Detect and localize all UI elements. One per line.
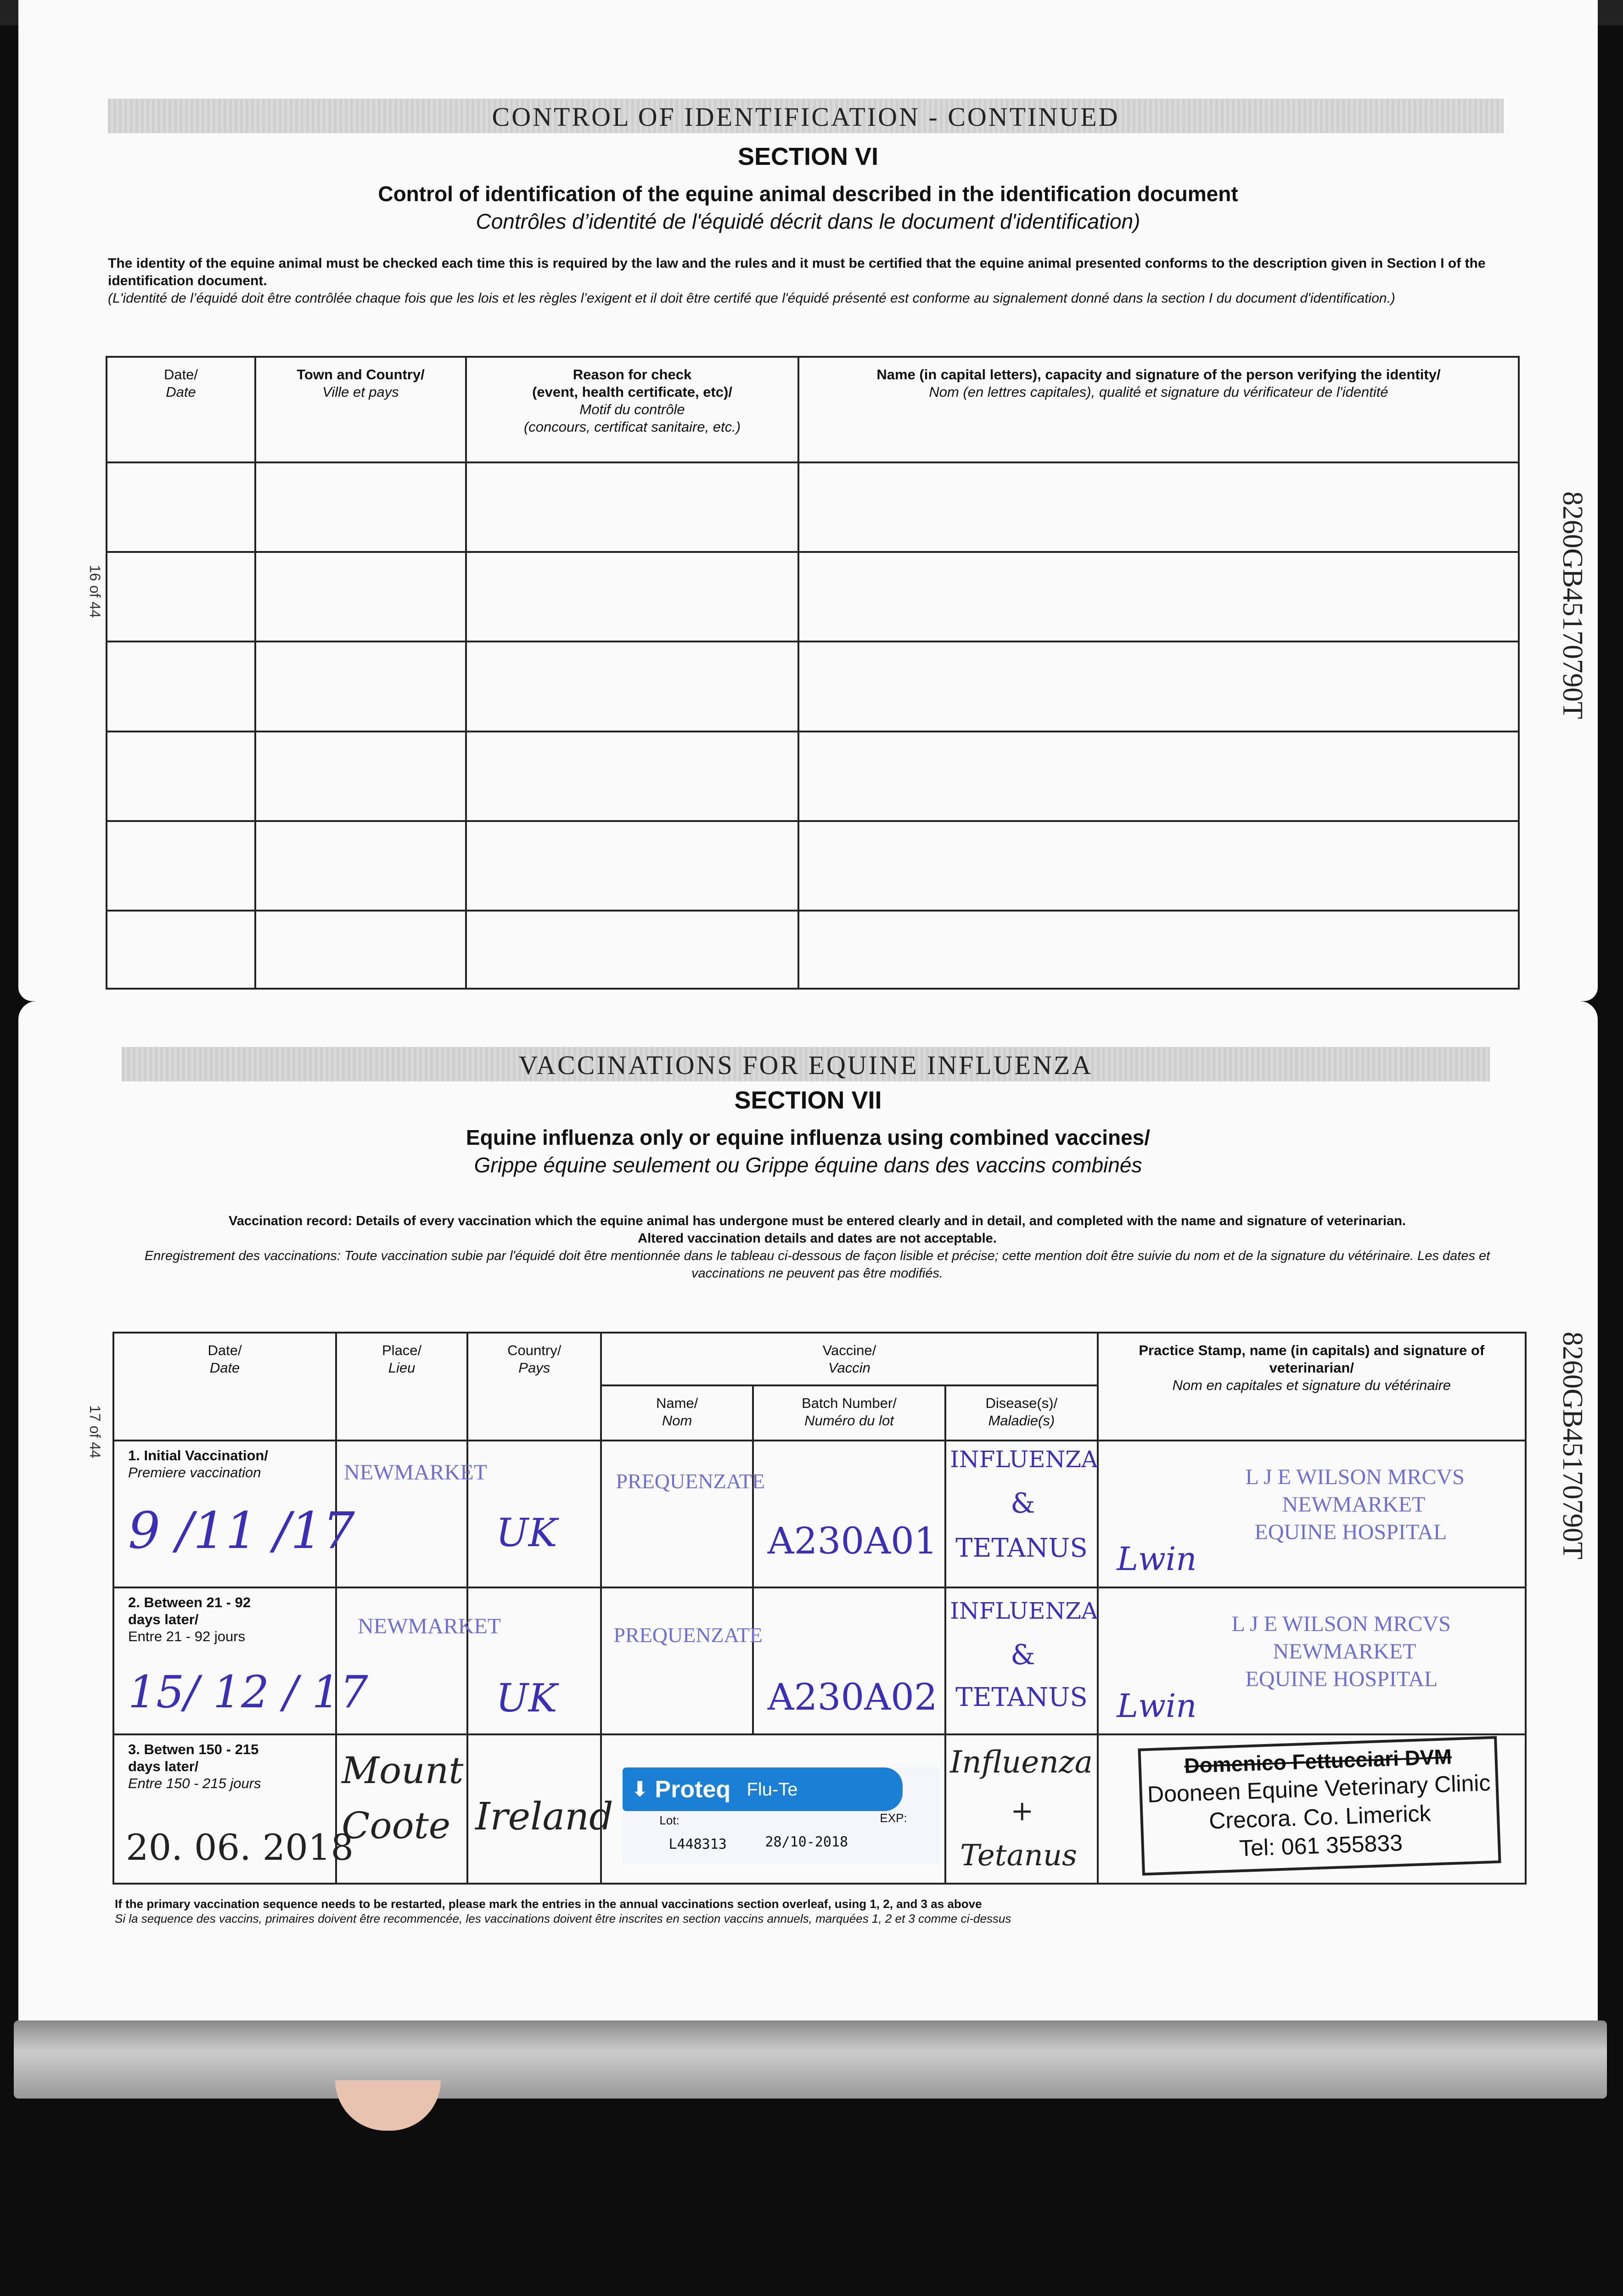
verifier-cell[interactable] bbox=[798, 911, 1519, 989]
vaccine-name-cell[interactable] bbox=[601, 1441, 765, 1587]
col-reason-fr: Motif du contrôle bbox=[579, 401, 685, 417]
row-label bbox=[114, 1588, 335, 1645]
sticker-arrow-icon: ⬇ bbox=[631, 1777, 649, 1801]
handwritten-date: 15/ 12 / 17 bbox=[128, 1666, 368, 1718]
col-country-fr: Pays bbox=[518, 1360, 550, 1376]
col-date-en: Date/ bbox=[208, 1342, 242, 1358]
intro-en: The identity of the equine animal must be checked each time this is required by the law and the rules and it must be certified that the equine animal presented conforms to the description given in Section I of the identification document. bbox=[108, 256, 1486, 288]
verifier-cell[interactable] bbox=[798, 642, 1519, 731]
col-vaccine bbox=[601, 1333, 1097, 1385]
town-cell[interactable] bbox=[255, 732, 466, 821]
vaccine-sticker-cell[interactable] bbox=[601, 1734, 945, 1884]
table-row bbox=[107, 911, 1519, 989]
col-vaccine-name-fr: Nom bbox=[662, 1412, 692, 1429]
col-disease-en: Disease(s)/ bbox=[985, 1395, 1058, 1411]
disease-line2: & bbox=[1011, 1487, 1035, 1519]
date-cell[interactable] bbox=[107, 821, 255, 911]
stamp-line3: EQUINE HOSPITAL bbox=[1254, 1520, 1447, 1544]
batch-cell[interactable] bbox=[753, 1441, 945, 1587]
col-place-fr: Lieu bbox=[388, 1360, 416, 1376]
disease-line1: INFLUENZA bbox=[950, 1446, 1098, 1473]
vaccine-stamp: PREQUENZATE bbox=[616, 1469, 765, 1493]
intro-text bbox=[108, 255, 1504, 307]
date-cell[interactable] bbox=[107, 642, 255, 731]
table-row bbox=[107, 552, 1519, 642]
footnote bbox=[115, 1896, 1520, 1926]
col-stamp-en: Practice Stamp, name (in capitals) and signature of veterinarian/ bbox=[1139, 1342, 1485, 1376]
col-vaccine-fr: Vaccin bbox=[828, 1360, 870, 1376]
intro-text bbox=[115, 1212, 1520, 1282]
row-label-en: 3. Betwen 150 - 215 bbox=[128, 1741, 259, 1757]
intro-en: Vaccination record: Details of every vaccination which the equine animal has undergone must be entered clearly and in detail, and completed with the name and signature of veterinarian. bbox=[229, 1214, 1406, 1228]
table-row bbox=[107, 821, 1519, 911]
identity-check-table bbox=[106, 356, 1520, 990]
section-banner: CONTROL OF IDENTIFICATION - CONTINUED bbox=[108, 99, 1504, 133]
handwritten-country: UK bbox=[496, 1676, 557, 1721]
verifier-cell[interactable] bbox=[798, 462, 1519, 552]
section-subtitle: Control of identification of the equine animal described in the identification document bbox=[378, 182, 1238, 206]
col-disease-fr: Maladie(s) bbox=[988, 1412, 1055, 1429]
handwritten-place-line1: Mount bbox=[342, 1749, 464, 1792]
handwritten-batch: A230A01 bbox=[767, 1519, 938, 1562]
reason-cell[interactable] bbox=[466, 642, 798, 731]
verifier-cell[interactable] bbox=[798, 821, 1519, 911]
sticker-brand: Proteq bbox=[655, 1776, 731, 1803]
table-row bbox=[107, 732, 1519, 821]
handwritten-country: Ireland bbox=[475, 1795, 613, 1839]
col-reason-fr2: (concours, certificat sanitaire, etc.) bbox=[523, 419, 741, 435]
disease-cell[interactable] bbox=[945, 1441, 1097, 1587]
reason-cell[interactable] bbox=[466, 552, 798, 642]
table-row bbox=[113, 1441, 1526, 1587]
stamp-line1: L J E WILSON MRCVS bbox=[1231, 1612, 1451, 1636]
col-place bbox=[336, 1333, 467, 1441]
col-vaccine-en: Vaccine/ bbox=[822, 1342, 876, 1358]
page-number: 16 of 44 bbox=[87, 565, 103, 618]
col-batch-en: Batch Number/ bbox=[802, 1395, 897, 1411]
disease-line1: Influenza bbox=[950, 1745, 1093, 1780]
handwritten-date: 20. 06. 2018 bbox=[126, 1827, 354, 1868]
section-subtitle: Equine influenza only or equine influenza using combined vaccines/ bbox=[466, 1125, 1151, 1149]
col-batch bbox=[753, 1385, 945, 1441]
passport-page-16 bbox=[18, 0, 1598, 1001]
vet-clinic: Dooneen Equine Veterinary Clinic bbox=[1146, 1769, 1491, 1808]
col-verifier bbox=[798, 357, 1519, 462]
passport-page-17 bbox=[18, 1001, 1598, 2043]
place-cell[interactable] bbox=[336, 1441, 488, 1587]
stamp-cell[interactable] bbox=[1098, 1587, 1526, 1734]
sticker-lot: L448313 bbox=[668, 1836, 727, 1852]
batch-cell[interactable] bbox=[753, 1587, 945, 1734]
verifier-cell[interactable] bbox=[798, 552, 1519, 642]
footnote-en: If the primary vaccination sequence needs to be restarted, please mark the entries in the annual vaccinations section overleaf, using 1, 2, and 3 as above bbox=[115, 1897, 982, 1911]
date-cell[interactable] bbox=[107, 732, 255, 821]
passport-cover-edge bbox=[14, 2020, 1607, 2099]
signature: Lwin bbox=[1117, 1540, 1197, 1578]
town-cell[interactable] bbox=[255, 911, 466, 989]
col-country-en: Country/ bbox=[507, 1342, 562, 1358]
disease-cell[interactable] bbox=[945, 1734, 1097, 1884]
sticker-product: Flu-Te bbox=[747, 1779, 798, 1800]
col-date-fr: Date bbox=[166, 384, 196, 400]
reason-cell[interactable] bbox=[466, 821, 798, 911]
sticker-exp-label: EXP: bbox=[880, 1811, 907, 1825]
reason-cell[interactable] bbox=[466, 911, 798, 989]
date-cell[interactable] bbox=[107, 552, 255, 642]
table-row bbox=[113, 1587, 1526, 1734]
handwritten-place-line2: Coote bbox=[342, 1804, 451, 1847]
intro-en2: Altered vaccination details and dates are not acceptable. bbox=[638, 1231, 997, 1246]
row-label-fr: Entre 150 - 215 jours bbox=[128, 1775, 261, 1791]
col-reason bbox=[466, 357, 798, 462]
col-disease bbox=[945, 1385, 1097, 1441]
table-row bbox=[107, 462, 1519, 552]
reason-cell[interactable] bbox=[466, 732, 798, 821]
place-cell[interactable] bbox=[336, 1734, 467, 1884]
col-batch-fr: Numéro du lot bbox=[804, 1412, 894, 1429]
sticker-exp: 28/10-2018 bbox=[765, 1834, 848, 1850]
country-cell[interactable] bbox=[467, 1734, 613, 1884]
intro-fr: Enregistrement des vaccinations: Toute vaccination subie par l'équidé doit être mentionnée dans le tableau ci-dessous de façon lisible et précise; cette mention doit être suivie du nom et de la signature du vétérinaire. Les dates et vaccinations ne peuvent pas être modifiés. bbox=[144, 1249, 1490, 1281]
town-cell[interactable] bbox=[255, 462, 466, 552]
page-number: 17 of 44 bbox=[87, 1405, 103, 1458]
col-vaccine-name-en: Name/ bbox=[656, 1395, 698, 1411]
handwritten-date: 9 /11 /17 bbox=[128, 1501, 355, 1560]
row-label bbox=[114, 1735, 335, 1792]
col-stamp bbox=[1098, 1333, 1526, 1441]
sticker-lot-label: Lot: bbox=[659, 1813, 680, 1827]
disease-line3: Tetanus bbox=[960, 1839, 1077, 1873]
town-cell[interactable] bbox=[255, 821, 466, 911]
col-stamp-fr: Nom en capitales et signature du vétérinaire bbox=[1172, 1377, 1451, 1393]
disease-line3: TETANUS bbox=[955, 1533, 1088, 1563]
country-cell[interactable] bbox=[467, 1441, 601, 1587]
disease-line2: & bbox=[1011, 1639, 1035, 1671]
disease-line3: TETANUS bbox=[955, 1683, 1088, 1712]
table-row bbox=[113, 1734, 1526, 1884]
col-date bbox=[107, 357, 255, 462]
disease-line2: + bbox=[1011, 1795, 1034, 1827]
vet-name: Domenico Fettucciari DVM bbox=[1183, 1744, 1452, 1778]
place-cell[interactable] bbox=[336, 1587, 501, 1734]
vet-tel: Tel: 061 355833 bbox=[1238, 1829, 1403, 1862]
section-subtitle-fr: Grippe équine seulement ou Grippe équine dans des vaccins combinés bbox=[474, 1153, 1142, 1177]
verifier-cell[interactable] bbox=[798, 732, 1519, 821]
reason-cell[interactable] bbox=[466, 462, 798, 552]
section-subtitle-fr: Contrôles d’identité de l'équidé décrit dans le document d'identification) bbox=[476, 209, 1140, 233]
col-town-en: Town and Country/ bbox=[297, 366, 425, 383]
stamp-cell[interactable] bbox=[1098, 1734, 1526, 1884]
col-verifier-en: Name (in capital letters), capacity and signature of the person verifying the identity/ bbox=[876, 366, 1441, 383]
row-label-fr: Premiere vaccination bbox=[128, 1464, 261, 1480]
col-town bbox=[255, 357, 466, 462]
footnote-fr: Si la sequence des vaccins, primaires doivent être recommencée, les vaccinations doivent être inscrites en section vaccins annuels, marquées 1, 2 et 3 comme ci-dessus bbox=[115, 1912, 1011, 1925]
col-verifier-fr: Nom (en lettres capitales), qualité et signature du vérificateur de l'identité bbox=[929, 384, 1388, 400]
handwritten-country: UK bbox=[496, 1510, 557, 1555]
date-cell[interactable] bbox=[107, 911, 255, 989]
stamp-line1: L J E WILSON MRCVS bbox=[1245, 1465, 1465, 1489]
country-cell[interactable] bbox=[467, 1587, 601, 1734]
col-reason-en2: (event, health certificate, etc)/ bbox=[532, 384, 732, 400]
place-stamp: NEWMARKET bbox=[358, 1614, 501, 1638]
row-label bbox=[114, 1441, 335, 1481]
intro-fr: (L'identité de l’équidé doit être contrôlée chaque fois que les lois et les règles l’exigent et il doit être certifé que l'équidé présenté est conforme au signalement donné dans la section I du document d'identification.) bbox=[108, 291, 1395, 306]
holder-finger bbox=[335, 2080, 441, 2131]
sticker-banner bbox=[623, 1767, 903, 1811]
passport-number: 8260GB45170790T bbox=[1557, 1332, 1588, 1559]
town-cell[interactable] bbox=[255, 642, 466, 731]
col-date-fr: Date bbox=[209, 1360, 240, 1376]
town-cell[interactable] bbox=[255, 552, 466, 642]
date-cell[interactable] bbox=[113, 1441, 355, 1587]
vaccination-table bbox=[112, 1332, 1527, 1885]
section-title: SECTION VI bbox=[737, 143, 879, 170]
col-date-en: Date/ bbox=[163, 366, 198, 383]
col-town-fr: Ville et pays bbox=[322, 384, 399, 400]
disease-line1: INFLUENZA bbox=[950, 1598, 1098, 1624]
col-country bbox=[467, 1333, 601, 1441]
col-date bbox=[113, 1333, 336, 1441]
stamp-line3: EQUINE HOSPITAL bbox=[1245, 1667, 1438, 1691]
handwritten-batch: A230A02 bbox=[767, 1676, 938, 1718]
col-reason-en: Reason for check bbox=[573, 366, 692, 383]
row-label-en: 1. Initial Vaccination/ bbox=[128, 1447, 268, 1463]
date-cell[interactable] bbox=[113, 1587, 368, 1734]
row-label-en2: days later/ bbox=[128, 1611, 199, 1627]
passport-number: 8260GB45170790T bbox=[1557, 491, 1588, 719]
col-place-en: Place/ bbox=[382, 1342, 422, 1358]
vaccine-name-cell[interactable] bbox=[601, 1587, 763, 1734]
vaccine-sticker bbox=[623, 1767, 939, 1864]
col-vaccine-name bbox=[601, 1385, 753, 1441]
stamp-line2: NEWMARKET bbox=[1273, 1639, 1416, 1664]
date-cell[interactable] bbox=[113, 1734, 354, 1884]
disease-cell[interactable] bbox=[945, 1587, 1097, 1734]
row-label-en2: days later/ bbox=[128, 1758, 199, 1774]
vet-clinic-stamp bbox=[1138, 1736, 1501, 1875]
row-label-fr: Entre 21 - 92 jours bbox=[128, 1628, 246, 1644]
place-stamp: NEWMARKET bbox=[344, 1460, 488, 1485]
signature: Lwin bbox=[1117, 1687, 1197, 1725]
table-row bbox=[107, 642, 1519, 731]
stamp-line2: NEWMARKET bbox=[1282, 1492, 1426, 1517]
row-label-en: 2. Between 21 - 92 bbox=[128, 1594, 251, 1610]
section-banner: VACCINATIONS FOR EQUINE INFLUENZA bbox=[122, 1047, 1490, 1081]
date-cell[interactable] bbox=[107, 462, 255, 552]
section-title: SECTION VII bbox=[734, 1086, 882, 1114]
vaccine-stamp: PREQUENZATE bbox=[613, 1623, 763, 1647]
stamp-cell[interactable] bbox=[1098, 1441, 1526, 1587]
vet-address: Crecora. Co. Limerick bbox=[1208, 1800, 1431, 1834]
